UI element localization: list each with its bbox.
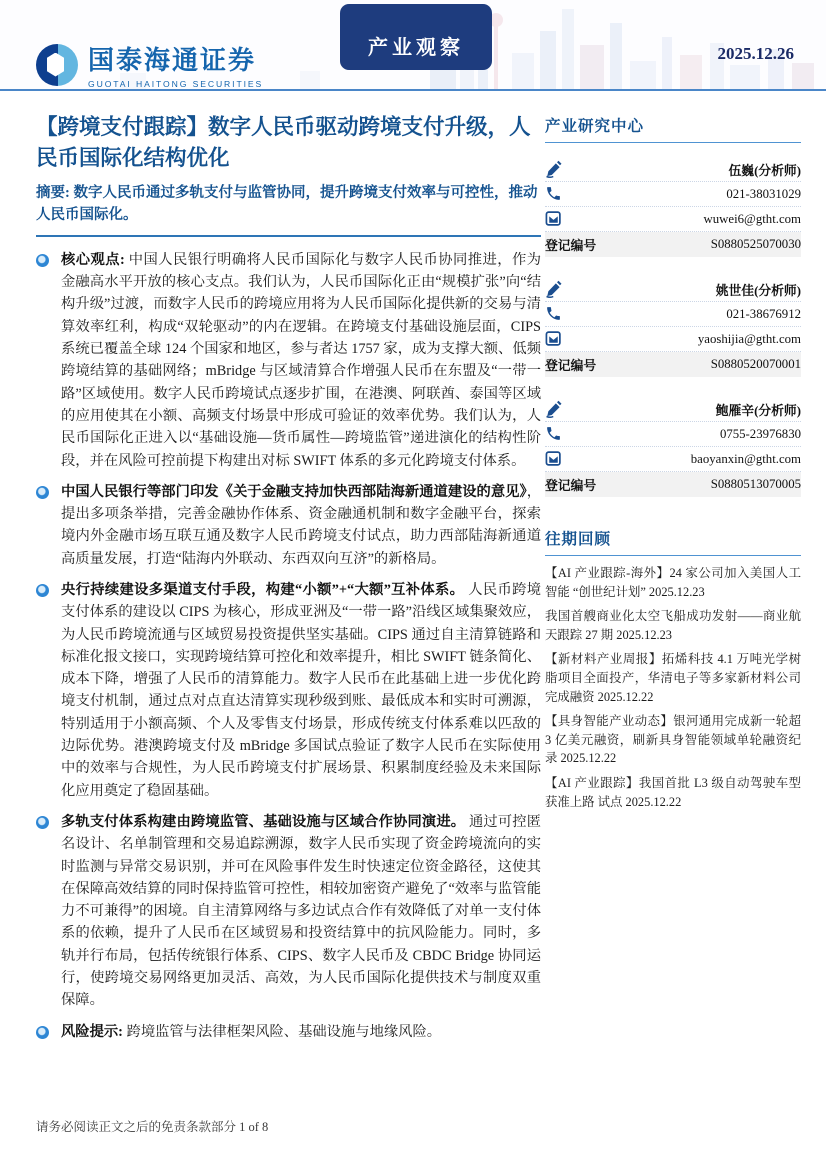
bullet-content: 中国人民银行明确将人民币国际化与数字人民币协同推进，作为金融高水平开放的核心支点。我们认为，人民币国际化正由“规模扩张”向“结构升级”过渡，而数字人民币的跨境应用将为人民币国际化提供新的交易与清算效率红利，构成“双轮驱动”的内在逻辑。在跨境支付基础设施层面，CIPS 系统已覆盖全球 124 个国家和地区，参与者达 1757 家，成为支撑大额、低频跨境结算的基础网络；mBridge 与区域清算合作增强人民币在东盟及“一带一路”区域使用。数字人民币跨境试点逐步扩围，在港澳、阿联酋、泰国等区域的应用使其在小额、高频支付场景中形成可验证的效率优势。我们认为，人民币国际化正进入以“基础设施—货币属性—跨境监管”递进演化的结构性阶段，并在风险可控前提下构建出对标 SWIFT 体系的多元化跨境支付体系。 (61, 251, 542, 469)
mail-icon (545, 330, 565, 348)
bullet-policy-document (36, 481, 541, 570)
sidebar (545, 114, 801, 817)
analyst-email: yaoshijia@gtht.com (697, 331, 801, 346)
analyst-phone-row (545, 302, 801, 327)
past-report-item: 我国首艘商业化太空飞船成功发射——商业航天跟踪 27 期 2025.12.23 (545, 609, 801, 642)
analyst-reg-row (545, 232, 801, 257)
bullet-lead: 多轨支付体系构建由跨境监管、基础设施与区域合作协同演进。 (61, 813, 466, 830)
pen-icon (545, 400, 565, 418)
report-summary: 摘要: 数字人民币通过多轨支付与监管协同，提升跨境支付效率与可控性，推动人民币国际化。 (36, 183, 541, 237)
analyst-name-row (545, 277, 801, 302)
bullet-content: 跨境监管与法律框架风险、基础设施与地缘风险。 (126, 1023, 442, 1040)
past-reports-section (545, 527, 801, 811)
analyst-card (545, 157, 801, 257)
analyst-name: 伍巍(分析师) (728, 163, 801, 178)
company-logo-icon (36, 44, 78, 86)
analyst-reg-number: S0880513070005 (710, 477, 801, 491)
bullet-lead: 央行持续建设多渠道支付手段，构建“小额”+“大额”互补体系。 (61, 582, 465, 598)
report-category-badge: 产业观察 (340, 4, 492, 70)
bullet-lead: 中国人民银行等部门印发《关于金融支持加快西部陆海新通道建设的意见》 (61, 483, 527, 500)
bullet-content: ，提出多项条举措，完善金融协作体系、资金融通机制和数字金融平台，探索境内外金融市场互联互通及数字人民币跨境支付试点，助力西部陆海新通道高质量发展，打造“陆海内外联动、东西双向互济”的新格局。 (61, 483, 541, 567)
mail-icon (545, 210, 565, 228)
past-report-item: 【AI 产业跟踪】我国首批 L3 级自动驾驶车型获准上路 试点 2025.12.22 (545, 776, 801, 809)
bullet-list (36, 249, 541, 1043)
bullet-lead: 核心观点: (61, 251, 125, 268)
bullet-multichannel-payment (36, 579, 541, 802)
company-name-en: GUOTAI HAITONG SECURITIES (88, 79, 264, 89)
analyst-reg-row (545, 472, 801, 497)
bullet-icon (36, 816, 49, 829)
company-name-cn: 国泰海通证券 (88, 45, 257, 75)
bullet-icon (36, 486, 49, 499)
analyst-name: 鲍雁辛(分析师) (715, 403, 801, 418)
report-title: 【跨境支付跟踪】数字人民币驱动跨境支付升级，人民币国际化结构优化 (36, 115, 531, 171)
reg-label: 登记编号 (545, 479, 597, 493)
bullet-icon (36, 254, 49, 267)
phone-icon (545, 185, 565, 203)
bullet-text (61, 249, 541, 472)
bullet-content: 通过可控匿名设计、名单制管理和交易追踪溯源，数字人民币实现了资金跨境流向的实时监测与异常交易识别，并可在风险事件发生时快速定位资金路径，这使其在保障高效结算的同时保持监管可控性，相较加密资产避免了“效率与监管能力不可兼得”的困境。自主清算网络与多边试点合作有效降低了对单一支付体系的依赖，提升了人民币在区域贸易和投资结算中的抗风险能力。同时，多轨并行布局，包括传统银行体系、CIPS、数字人民币及 CBDC Bridge 协同运行，使跨境交易网络更加灵活、高效，为人民币国际化提供技术与制度双重保障。 (61, 813, 541, 1009)
header (0, 0, 826, 91)
analyst-name-row (545, 397, 801, 422)
disclaimer-footer: 请务必阅读正文之后的免责条款部分 1 of 8 (36, 1120, 269, 1134)
research-center-heading: 产业研究中心 (545, 114, 801, 143)
analyst-email-row (545, 447, 801, 472)
main-content (36, 112, 541, 1052)
company-logo (36, 40, 263, 89)
phone-icon (545, 425, 565, 443)
analyst-name: 姚世佳(分析师) (715, 283, 801, 298)
bullet-risk-warning (36, 1021, 541, 1043)
bullet-text (61, 1021, 441, 1043)
analyst-phone-row (545, 422, 801, 447)
analyst-reg-number: S0880520070001 (710, 357, 801, 371)
past-report-item: 【具身智能产业动态】银河通用完成新一轮超 3 亿美元融资，刷新具身智能领域单轮融资纪录 2025.12.22 (545, 714, 801, 766)
analyst-reg-row (545, 352, 801, 377)
analyst-email: baoyanxin@gtht.com (690, 451, 801, 466)
pen-icon (545, 160, 565, 178)
bullet-lead: 风险提示: (61, 1023, 123, 1040)
analyst-email-row (545, 327, 801, 352)
mail-icon (545, 450, 565, 468)
analyst-phone: 021-38676912 (726, 306, 801, 321)
report-date: 2025.12.26 (717, 44, 794, 63)
analyst-reg-number: S0880525070030 (710, 237, 801, 251)
bullet-icon (36, 1026, 49, 1039)
bullet-text (61, 579, 541, 802)
analyst-phone-row (545, 182, 801, 207)
bullet-multitrack-system (36, 811, 541, 1012)
bullet-content: 人民币跨境支付体系的建设以 CIPS 为核心，形成亚洲及“一带一路”沿线区域集聚效应，为人民币跨境流通与区域贸易投资提供坚实基础。CIPS 通过自主清算链路和标准化报文接口，实现跨境结算可控化和效率提升，相比 SWIFT 链条简化、成本下降，增强了人民币的清算能力。数字人民币在此基础上进一步优化跨境支付机制，通过点对点直达清算实现秒级到账、最低成本和实时可溯源，特别适用于小额高频、个人及零售支付场景，形成传统支付体系难以匹敌的边际优势。港澳跨境支付及 mBridge 多国试点验证了数字人民币在实际使用中的效率与合规性，为人民币跨境支付扩展场景、积累制度经验及未来国际化应用奠定了稳固基础。 (61, 582, 541, 799)
analyst-name-row (545, 157, 801, 182)
bullet-icon (36, 584, 49, 597)
analyst-phone: 021-38031029 (726, 186, 801, 201)
pen-icon (545, 280, 565, 298)
analyst-card (545, 277, 801, 377)
reg-label: 登记编号 (545, 239, 597, 253)
past-report-item: 【AI 产业跟踪-海外】24 家公司加入美国人工智能 “创世纪计划” 2025.12.23 (545, 566, 801, 599)
analyst-email: wuwei6@gtht.com (703, 211, 801, 226)
analyst-phone: 0755-23976830 (719, 426, 801, 441)
analyst-email-row (545, 207, 801, 232)
past-report-item: 【新材料产业周报】拓烯科技 4.1 万吨光学树脂项目全面投产，华清电子等多家新材料公司完成融资 2025.12.22 (545, 652, 801, 704)
bullet-core-view (36, 249, 541, 472)
past-reports-heading: 往期回顾 (545, 527, 801, 556)
analyst-card (545, 397, 801, 497)
phone-icon (545, 305, 565, 323)
bullet-text (61, 811, 541, 1012)
bullet-text (61, 481, 541, 570)
past-reports-list (545, 564, 801, 811)
reg-label: 登记编号 (545, 359, 597, 373)
